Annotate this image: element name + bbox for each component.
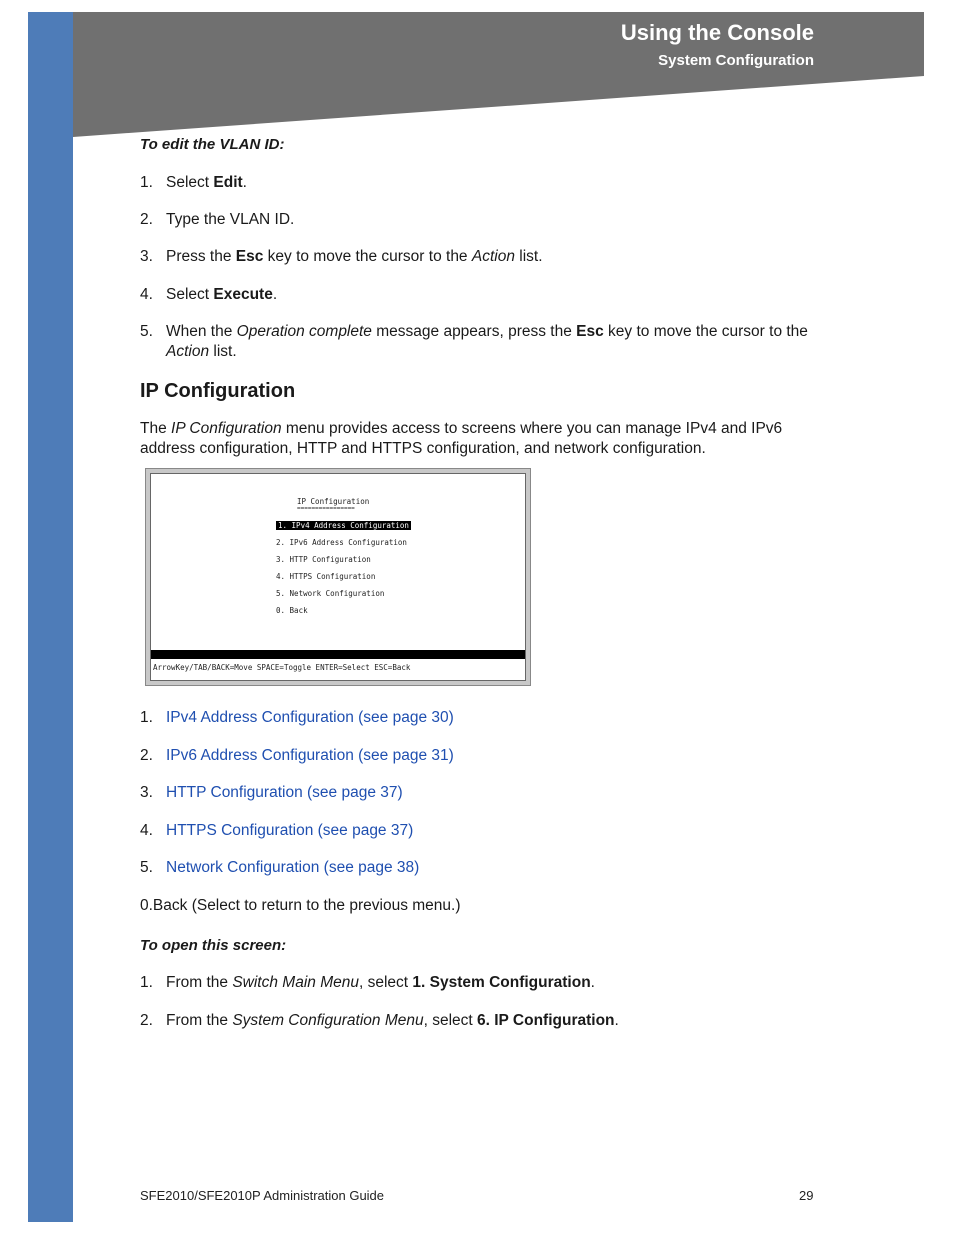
- step-text-run: key to move the cursor to the: [603, 323, 808, 340]
- console-menu-item-text: 2. IPv6 Address Configuration: [276, 538, 407, 547]
- step-text-run: Select: [166, 286, 214, 303]
- step-number: 1.: [140, 174, 153, 191]
- step-text-run: Execute: [213, 286, 273, 303]
- step-text-run: From the: [166, 974, 233, 991]
- console-menu-item-text: 5. Network Configuration: [276, 589, 385, 598]
- step-text-run: Action: [471, 248, 515, 265]
- console-menu-item: [276, 589, 384, 598]
- intro-text-run: The: [140, 420, 172, 437]
- cross-reference-link[interactable]: IPv6 Address Configuration (see page 31): [166, 747, 454, 764]
- step-text: [166, 174, 247, 192]
- step-text-run: When the: [166, 323, 237, 340]
- intro-text-run: IP Configuration: [171, 420, 282, 437]
- step-text: [166, 1012, 619, 1030]
- console-key-help: ArrowKey/TAB/BACK=Move SPACE=Toggle ENTER=Select ESC=Back: [153, 663, 411, 672]
- step-number: 5.: [140, 323, 153, 340]
- console-menu-item-selected: [276, 521, 411, 530]
- chapter-title: Using the Console: [620, 20, 814, 45]
- footer-page-number: 29: [799, 1188, 814, 1203]
- step-text-run: 6. IP Configuration: [477, 1012, 615, 1029]
- console-menu-item: [276, 555, 371, 564]
- step-text-run: .: [614, 1012, 619, 1029]
- cross-reference-link[interactable]: HTTPS Configuration (see page 37): [166, 822, 414, 839]
- link-number: 1.: [140, 709, 153, 726]
- intro-text-run: menu provides access to screens where you can manage IPv4 and IPv6: [281, 420, 783, 437]
- console-menu-item: [276, 606, 308, 615]
- step-text-run: .: [242, 174, 247, 191]
- step-text-run: System Configuration Menu: [232, 1012, 424, 1029]
- console-menu-item-text: 3. HTTP Configuration: [276, 555, 371, 564]
- console-menu-item-text: 0. Back: [276, 606, 308, 615]
- step-number: 3.: [140, 248, 153, 265]
- step-text-run: Edit: [213, 174, 243, 191]
- step-text: [166, 323, 808, 341]
- step-text-run: list.: [209, 343, 237, 360]
- step-text-run: , select: [358, 974, 413, 991]
- link-number: 3.: [140, 784, 153, 801]
- console-screenshot: [145, 468, 531, 686]
- step-text-run: Esc: [235, 248, 264, 265]
- step-text-run: .: [590, 974, 595, 991]
- console-menu-item-text: 4. HTTPS Configuration: [276, 572, 376, 581]
- step-text: [166, 974, 595, 992]
- console-title-underline: ================: [297, 505, 355, 512]
- ip-config-heading: IP Configuration: [140, 380, 296, 402]
- link-number: 5.: [140, 859, 153, 876]
- step-text-run: Action: [166, 343, 210, 360]
- console-menu-item: [276, 572, 375, 581]
- step-text-run: Esc: [576, 323, 604, 340]
- cross-reference-link[interactable]: HTTP Configuration (see page 37): [166, 784, 403, 801]
- ip-config-intro-line2: address configuration, HTTP and HTTPS configuration, and network configuration.: [140, 440, 706, 457]
- link-number: 2.: [140, 747, 153, 764]
- step-text: [166, 211, 294, 229]
- console-menu-item-text: 1. IPv4 Address Configuration: [278, 521, 409, 530]
- ip-config-intro-line1: [140, 420, 782, 438]
- step-text-run: Operation complete: [236, 323, 372, 340]
- cross-reference-link[interactable]: Network Configuration (see page 38): [166, 859, 420, 876]
- step-text-continued: [166, 343, 237, 361]
- console-menu-item: [276, 538, 407, 547]
- step-text-run: Switch Main Menu: [232, 974, 359, 991]
- step-number: 2.: [140, 1012, 153, 1029]
- step-text-run: Select: [166, 174, 214, 191]
- step-number: 4.: [140, 286, 153, 303]
- step-text: [166, 248, 543, 266]
- back-note: 0.Back (Select to return to the previous menu.): [140, 897, 461, 914]
- step-text-run: Press the: [166, 248, 236, 265]
- section-subtitle: System Configuration: [658, 52, 814, 69]
- step-text-run: list.: [514, 248, 543, 265]
- console-status-bar: [151, 650, 525, 659]
- vlan-edit-subhead: To edit the VLAN ID:: [140, 136, 285, 153]
- link-number: 4.: [140, 822, 153, 839]
- step-text-run: .: [272, 286, 278, 303]
- step-text-run: key to move the cursor to the: [263, 248, 472, 265]
- open-screen-subhead: To open this screen:: [140, 937, 287, 954]
- step-text-run: Type the VLAN ID.: [166, 211, 295, 228]
- step-number: 1.: [140, 974, 153, 991]
- step-text-run: 1. System Configuration: [412, 974, 591, 991]
- step-number: 2.: [140, 211, 153, 228]
- step-text-run: From the: [166, 1012, 233, 1029]
- cross-reference-link[interactable]: IPv4 Address Configuration (see page 30): [166, 709, 454, 726]
- step-text-run: , select: [423, 1012, 478, 1029]
- step-text: [166, 286, 277, 304]
- left-sidebar-band: [28, 12, 73, 1222]
- console-screen: [150, 473, 526, 681]
- console-menu-title: IP Configuration: [297, 497, 370, 506]
- footer-doc-title: SFE2010/SFE2010P Administration Guide: [140, 1188, 385, 1203]
- step-text-run: message appears, press the: [371, 323, 577, 340]
